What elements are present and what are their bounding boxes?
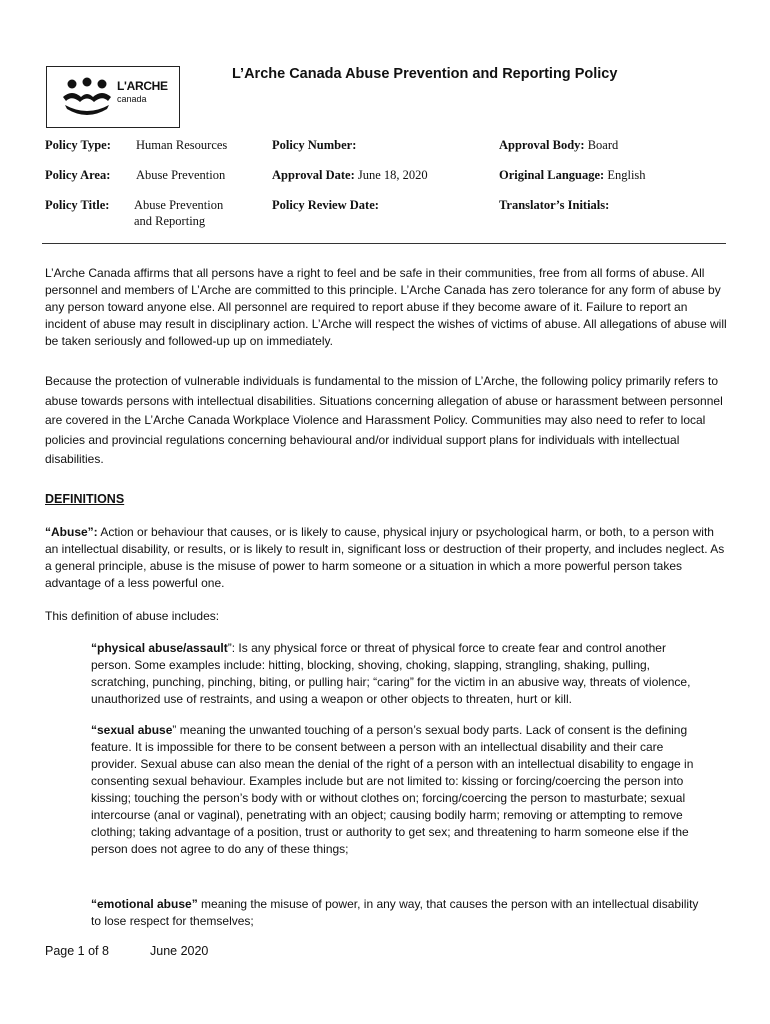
definitions-heading: DEFINITIONS: [45, 492, 125, 506]
policy-type-value: Human Resources: [136, 138, 228, 152]
header-divider: [42, 243, 726, 244]
policy-review-date-label: Policy Review Date:: [272, 198, 379, 212]
footer-date: June 2020: [150, 944, 209, 958]
policy-title-value: Abuse Prevention and Reporting: [134, 198, 224, 228]
includes-line: This definition of abuse includes:: [45, 609, 220, 623]
policy-area-value: Abuse Prevention: [136, 168, 226, 182]
abuse-definition: “Abuse”: Action or behaviour that causes, or is likely to cause, physical injury or psychological harm, or both, to a person with an intellectual disability, or results, or is likely to result in, significant loss or destruction of their property, and includes neglect. As a general principle, abuse is the misuse of power to harm someone or a situation in which a more powerful person takes advantage of a less powerful one.: [45, 525, 725, 590]
translator-initials-label: Translator’s Initials:: [499, 198, 610, 212]
sexual-abuse-definition: “sexual abuse” meaning the unwanted touching of a person’s sexual body parts. Lack of consent is the defining feature. It is impossible for there to be consent between a person with an intellectual disability and their care provider. Sexual abuse can also mean the denial of the right of a person with an intellectual disability to engage in consenting sexual behaviour. Examples include but are not limited to: kissing or forcing/coercing the person into kissing; touching the person’s body with or without clothes on; forcing/coercing the person to masturbate; sexual intercourse (anal or vaginal), penetrating with an object; causing bodily harm; removing or attempting to remove clothing; taking advantage of a position, trust or authority to get sex; and threatening to harm someone else if the person does not agree to do any of these things;: [91, 723, 694, 856]
approval-body: Approval Body: Board: [499, 138, 619, 152]
policy-area-label: Policy Area:: [45, 168, 111, 182]
physical-abuse-definition: “physical abuse/assault”: Is any physical force or threat of physical force to create fear and control another person. Some examples include: hitting, blocking, shoving, choking, slapping, strangling, shaking, pulling, scratching, punching, pinching, biting, or pulling hair; “caring” for the victim in an abusive way, threats of violence, unauthorized use of restraints, and using a weapon or other objects to threaten, hurt or kill.: [91, 641, 691, 706]
intro-paragraph: L’Arche Canada affirms that all persons have a right to feel and be safe in their communities, free from all forms of abuse. All personnel and members of L’Arche are committed to this principle. L’Arche Canada has zero tolerance for any form of abuse by any person toward anyone else. All personnel are required to report abuse if they become aware of it. Failure to report an incident of abuse may result in disciplinary action. L’Arche will respect the wishes of victims of abuse. All allegations of abuse will be taken seriously and followed-up up on immediately.: [45, 266, 727, 348]
abuse-term: “Abuse”:: [45, 525, 98, 539]
policy-number-label: Policy Number:: [272, 138, 357, 152]
physical-abuse-term: “physical abuse/assault: [91, 641, 228, 655]
original-language: Original Language: English: [499, 168, 646, 182]
logo-wordmark: L'ARCHE: [117, 79, 168, 93]
page-number: Page 1 of 8: [45, 944, 109, 958]
emotional-abuse-term: “emotional abuse”: [91, 897, 198, 911]
policy-title-label: Policy Title:: [45, 198, 110, 212]
page-title: L’Arche Canada Abuse Prevention and Reporting Policy: [232, 66, 618, 82]
logo-subtitle: canada: [117, 94, 147, 104]
approval-date: Approval Date: June 18, 2020: [272, 168, 428, 182]
larche-logo: [46, 66, 180, 128]
policy-type-label: Policy Type:: [45, 138, 111, 152]
larche-figures-icon: [61, 77, 113, 117]
sexual-abuse-term: “sexual abuse: [91, 723, 173, 737]
scope-paragraph: Because the protection of vulnerable individuals is fundamental to the mission of L’Arche, the following policy primarily refers to abuse towards persons with intellectual disabilities. Situations concerning allegation of abuse or harassment between personnel are covered in the L’Arche Canada Workplace Violence and Harassment Policy. Communities may also need to refer to local policies and provincial regulations concerning behavioural and/or individual support plans for individuals with intellectual disabilities.: [45, 374, 723, 466]
emotional-abuse-definition: “emotional abuse” meaning the misuse of power, in any way, that causes the person with an intellectual disability to lose respect for themselves;: [91, 897, 699, 928]
